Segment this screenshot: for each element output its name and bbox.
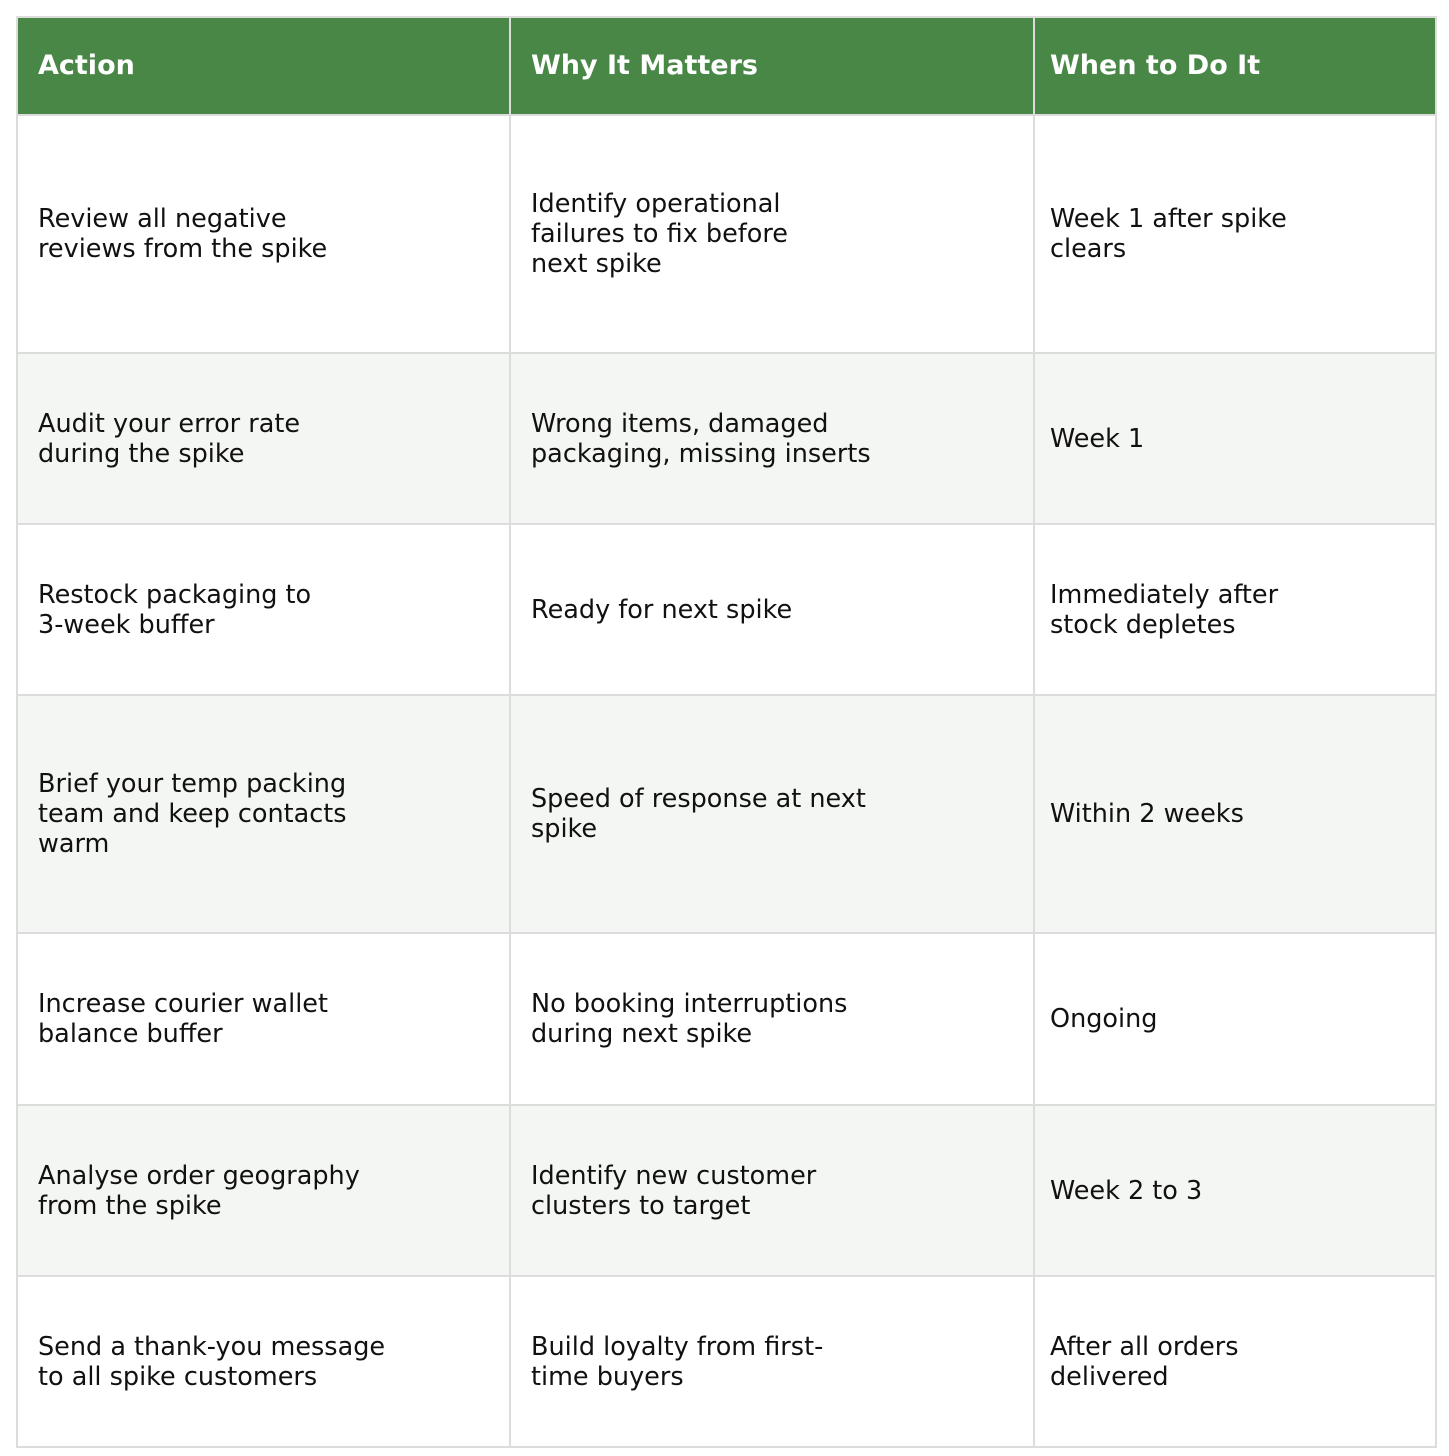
cell-action [17, 115, 510, 353]
cell-text: Ongoing [1050, 1004, 1158, 1034]
header-action: Action [17, 17, 510, 115]
cell-when [1034, 1276, 1436, 1447]
table-row [17, 115, 1436, 353]
table-row [17, 524, 1436, 695]
table-row [17, 1276, 1436, 1447]
cell-why [510, 1276, 1034, 1447]
header-why-it-matters: Why It Matters [510, 17, 1034, 115]
cell-action [17, 695, 510, 933]
cell-text: Speed of response at next spike [531, 784, 866, 844]
cell-text: Restock packaging to 3-week buffer [38, 579, 312, 640]
cell-when [1034, 115, 1436, 353]
cell-text: Brief your temp packing team and keep contacts warm [38, 769, 347, 859]
cell-text: Build loyalty from first- time buyers [531, 1331, 824, 1392]
cell-text: Audit your error rate during the spike [38, 408, 301, 469]
cell-why [510, 115, 1034, 353]
cell-when [1034, 524, 1436, 695]
cell-action [17, 933, 510, 1105]
cell-why [510, 1105, 1034, 1276]
cell-why [510, 933, 1034, 1105]
cell-when [1034, 933, 1436, 1105]
cell-text: No booking interruptions during next spike [531, 989, 848, 1049]
cell-text: Week 2 to 3 [1050, 1175, 1203, 1206]
table-row [17, 933, 1436, 1105]
cell-text: Ready for next spike [531, 594, 793, 625]
header-row [17, 17, 1436, 115]
table-row [17, 695, 1436, 933]
cell-text: Week 1 [1050, 423, 1145, 454]
cell-when [1034, 353, 1436, 524]
cell-text: Increase courier wallet balance buffer [38, 989, 328, 1049]
cell-why [510, 524, 1034, 695]
cell-text: Identify operational failures to fix before next spike [531, 189, 788, 279]
cell-when [1034, 695, 1436, 933]
cell-why [510, 695, 1034, 933]
cell-action [17, 524, 510, 695]
cell-why [510, 353, 1034, 524]
cell-text: After all orders delivered [1050, 1331, 1239, 1392]
cell-text: Wrong items, damaged packaging, missing inserts [531, 408, 871, 469]
cell-text: Immediately after stock depletes [1050, 579, 1279, 640]
cell-action [17, 1276, 510, 1447]
cell-text: Within 2 weeks [1050, 799, 1244, 829]
cell-when [1034, 1105, 1436, 1276]
cell-text: Send a thank-you message to all spike customers [38, 1331, 386, 1392]
table-row [17, 1105, 1436, 1276]
cell-text: Review all negative reviews from the spike [38, 204, 328, 264]
cell-text: Week 1 after spike clears [1050, 204, 1287, 264]
table-row [17, 353, 1436, 524]
cell-text: Identify new customer clusters to target [531, 1160, 817, 1221]
header-when-to-do-it: When to Do It [1034, 17, 1436, 115]
cell-text: Analyse order geography from the spike [38, 1160, 360, 1221]
action-plan-table [16, 16, 1437, 1448]
cell-action [17, 353, 510, 524]
cell-action [17, 1105, 510, 1276]
